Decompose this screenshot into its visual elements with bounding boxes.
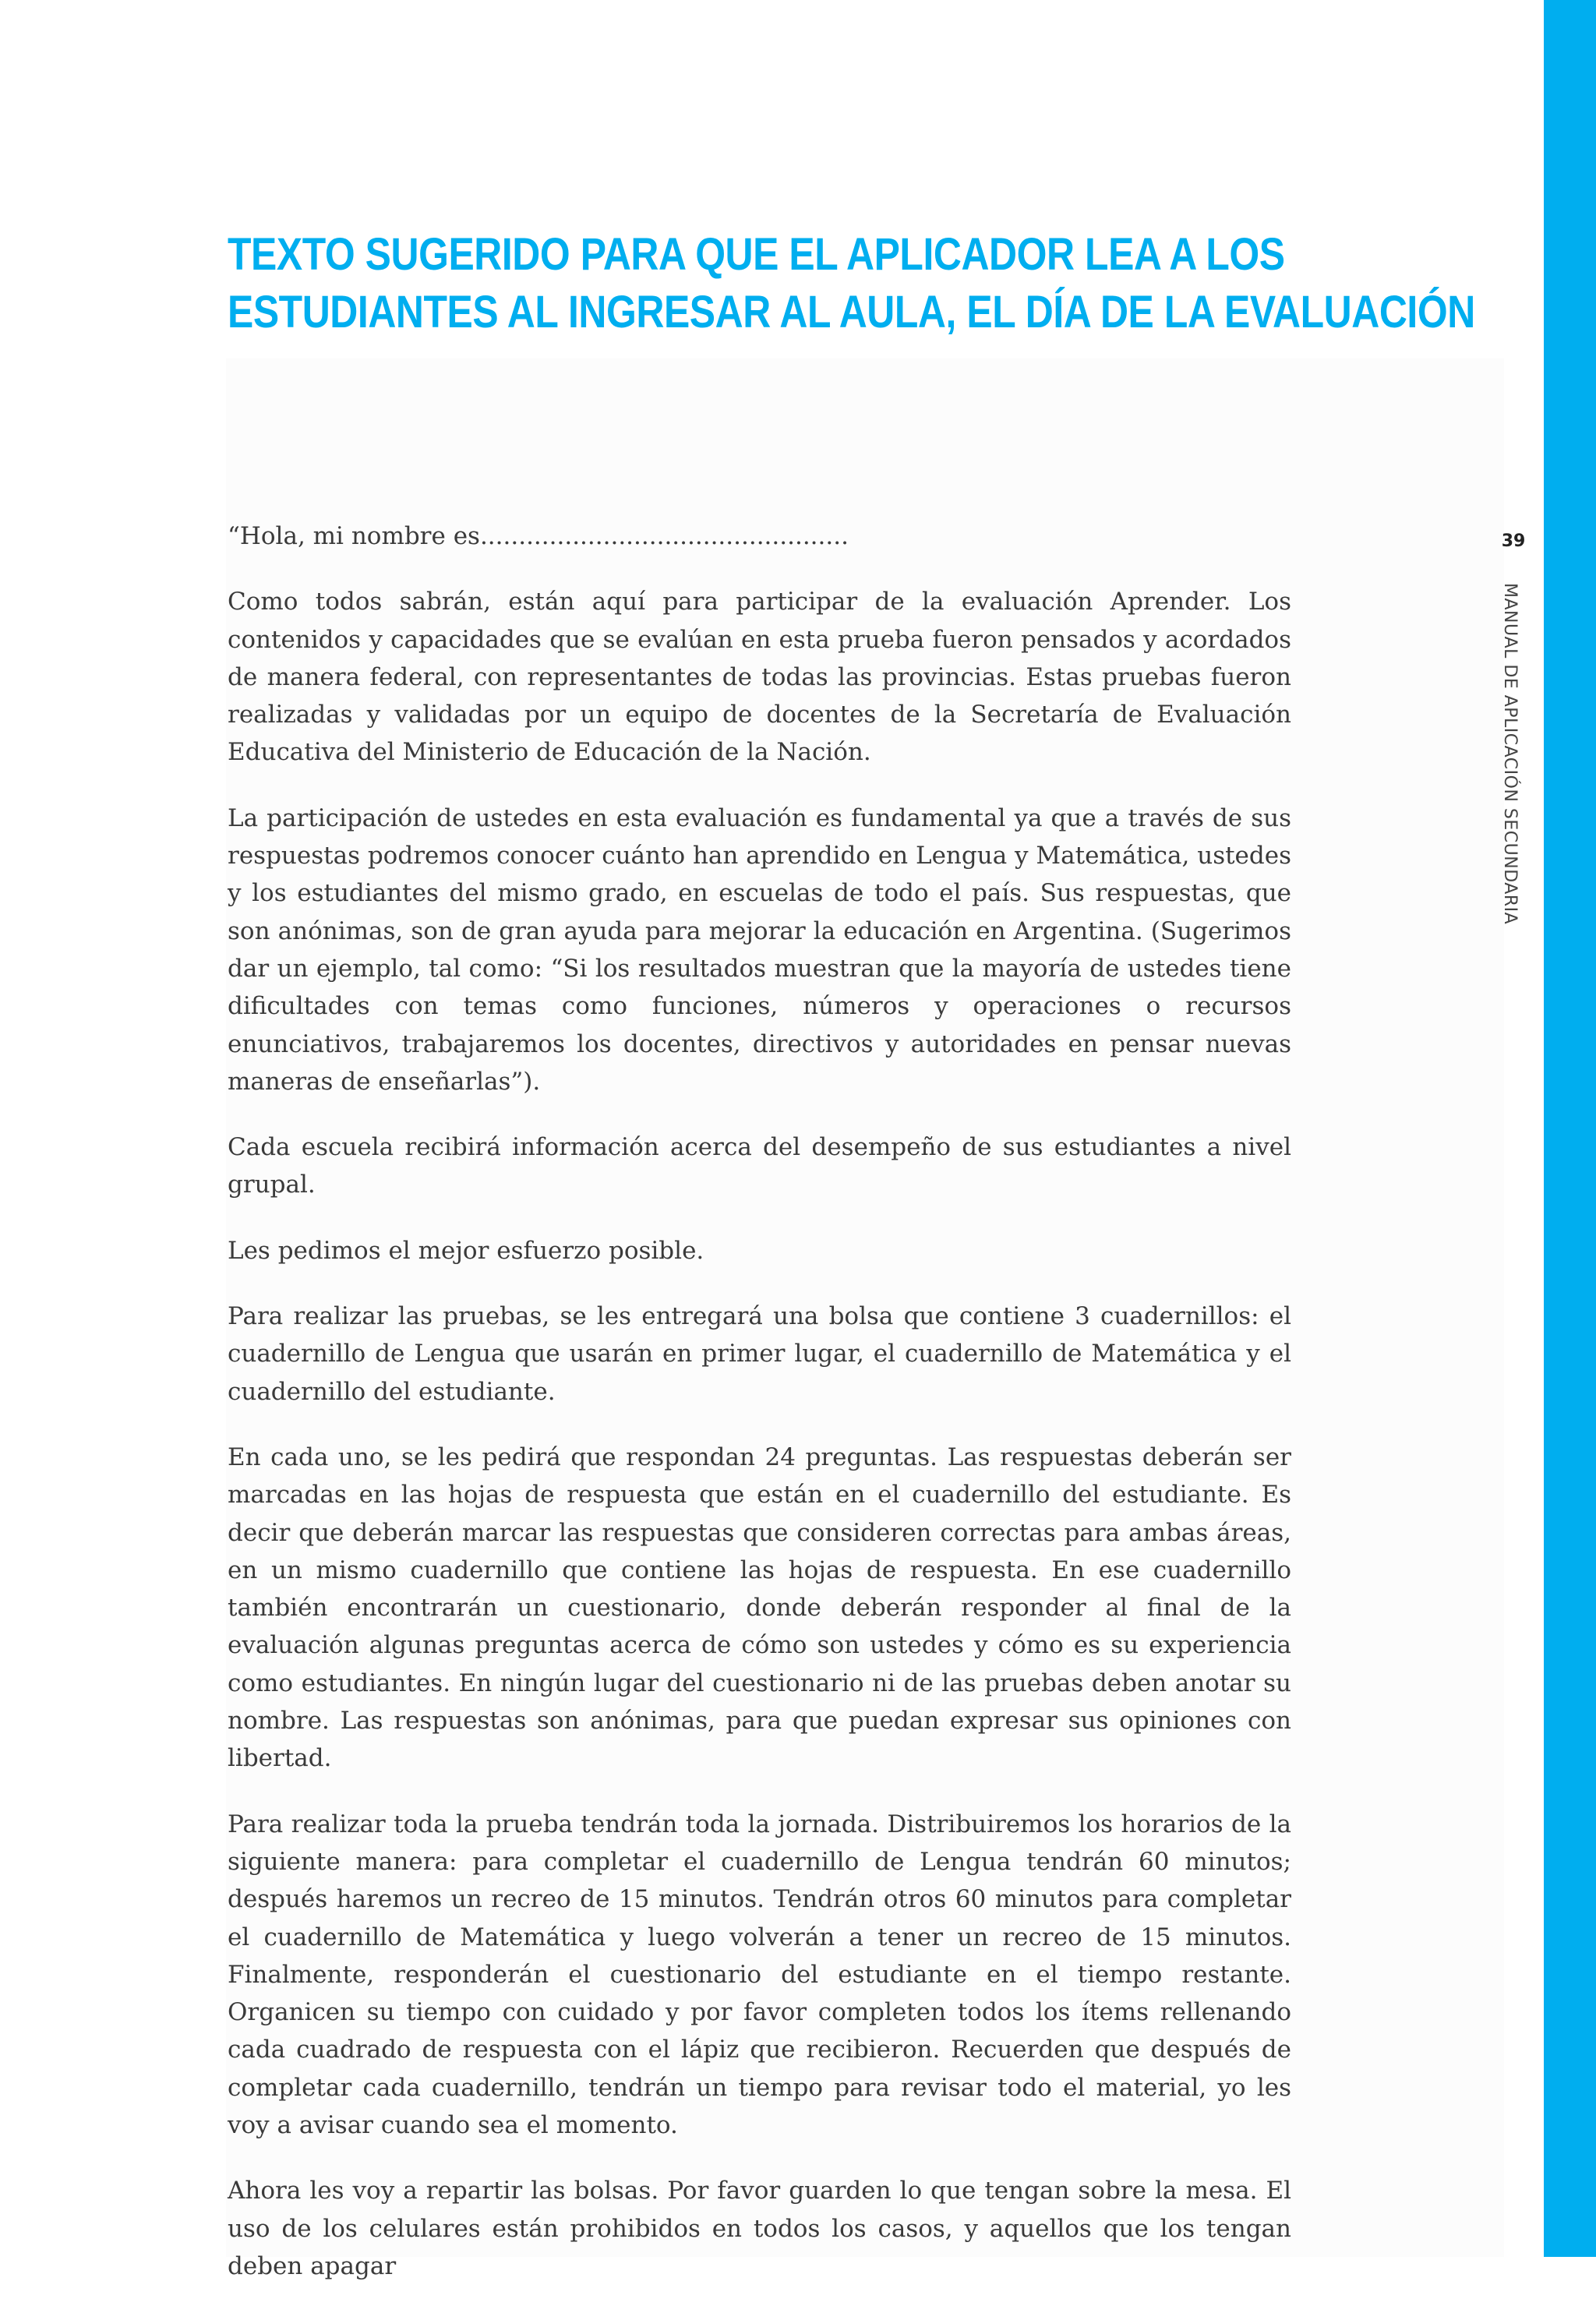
section-title — [228, 226, 1475, 341]
paragraph-booklets: Para realizar las pruebas, se les entregará una bolsa que contiene 3 cuadernillos: el cuadernillo de Lengua que usarán en primer lugar, el cuadernillo de Matemática y el cuadernillo del estudiante. — [228, 1302, 1291, 1406]
page-number: 39 — [1501, 531, 1526, 551]
paragraph-school-info: Cada escuela recibirá información acerca del desempeño de sus estudiantes a nivel grupal. — [228, 1133, 1291, 1199]
paragraph-schedule: Para realizar toda la prueba tendrán toda la jornada. Distribuiremos los horarios de la siguiente manera: para completar el cuadernillo de Lengua tendrán 60 minutos; después haremos un recreo de 15 minutos. Tendrán otros 60 minutos para completar el cuadernillo de Matemática y luego volverán a tener un recreo de 15 minutos. Finalmente, responderán el cuestionario del estudiante en el tiempo restante. Organicen su tiempo con cuidado y por favor completen todos los ítems rellenando cada cuadrado de respuesta con el lápiz que recibieron. Recuerden que después de completar cada cuadernillo, tendrán un tiempo para revisar todo el material, yo les voy a avisar cuando sea el momento. — [228, 1810, 1291, 2139]
section-title-line-2: ESTUDIANTES AL INGRESAR AL AULA, EL DÍA DE LA EVALUACIÓN — [228, 287, 1475, 337]
section-title-line-1: TEXTO SUGERIDO PARA QUE EL APLICADOR LEA A LOS — [228, 229, 1285, 280]
paragraph-intro: Como todos sabrán, están aquí para participar de la evaluación Aprender. Los contenidos y capacidades que se evalúan en esta prueba fueron pensados y acordados de manera federal, con representantes de todas las provincias. Estas pruebas fueron realizadas y validadas por un equipo de docentes de la Secretaría de Evaluación Educativa del Ministerio de Educación de la Nación. — [228, 588, 1291, 767]
body-text — [228, 517, 1291, 2313]
side-color-band — [1544, 0, 1596, 2257]
paragraph-distribution: Ahora les voy a repartir las bolsas. Por favor guarden lo que tengan sobre la mesa. El uso de los celulares están prohibidos en todos los casos, y aquellos que los tengan deben apagar — [228, 2177, 1291, 2280]
greeting-paragraph: “Hola, mi nombre es................................................ — [228, 522, 849, 550]
paragraph-questions: En cada uno, se les pedirá que respondan 24 preguntas. Las respuestas deberán ser marcadas en las hojas de respuesta que están en el cuadernillo del estudiante. Es decir que deberán marcar las respuestas que consideren correctas para ambas áreas, en un mismo cuadernillo que contiene las hojas de respuesta. En ese cuadernillo también encontrarán un cuestionario, donde deberán responder al final de la evaluación algunas preguntas acerca de cómo son ustedes y cómo es su experiencia como estudiantes. En ningún lugar del cuestionario ni de las pruebas deben anotar su nombre. Las respuestas son anónimas, para que puedan expresar sus opiniones con libertad. — [228, 1443, 1291, 1773]
paragraph-participation: La participación de ustedes en esta evaluación es fundamental ya que a través de sus respuestas podremos conocer cuánto han aprendido en Lengua y Matemática, ustedes y los estudiantes del mismo grado, en escuelas de todo el país. Sus respuestas, que son anónimas, son de gran ayuda para mejorar la educación en Argentina. (Sugerimos dar un ejemplo, tal como: “Si los resultados muestran que la mayoría de ustedes tiene dificultades con temas como funciones, números y operaciones o recursos enunciativos, trabajaremos los docentes, directivos y autoridades en pensar nuevas maneras de enseñarlas”). — [228, 803, 1291, 1096]
paragraph-effort: Les pedimos el mejor esfuerzo posible. — [228, 1236, 704, 1265]
running-head-text: MANUAL DE APLICACIÓN SECUNDARIA — [1500, 583, 1520, 925]
